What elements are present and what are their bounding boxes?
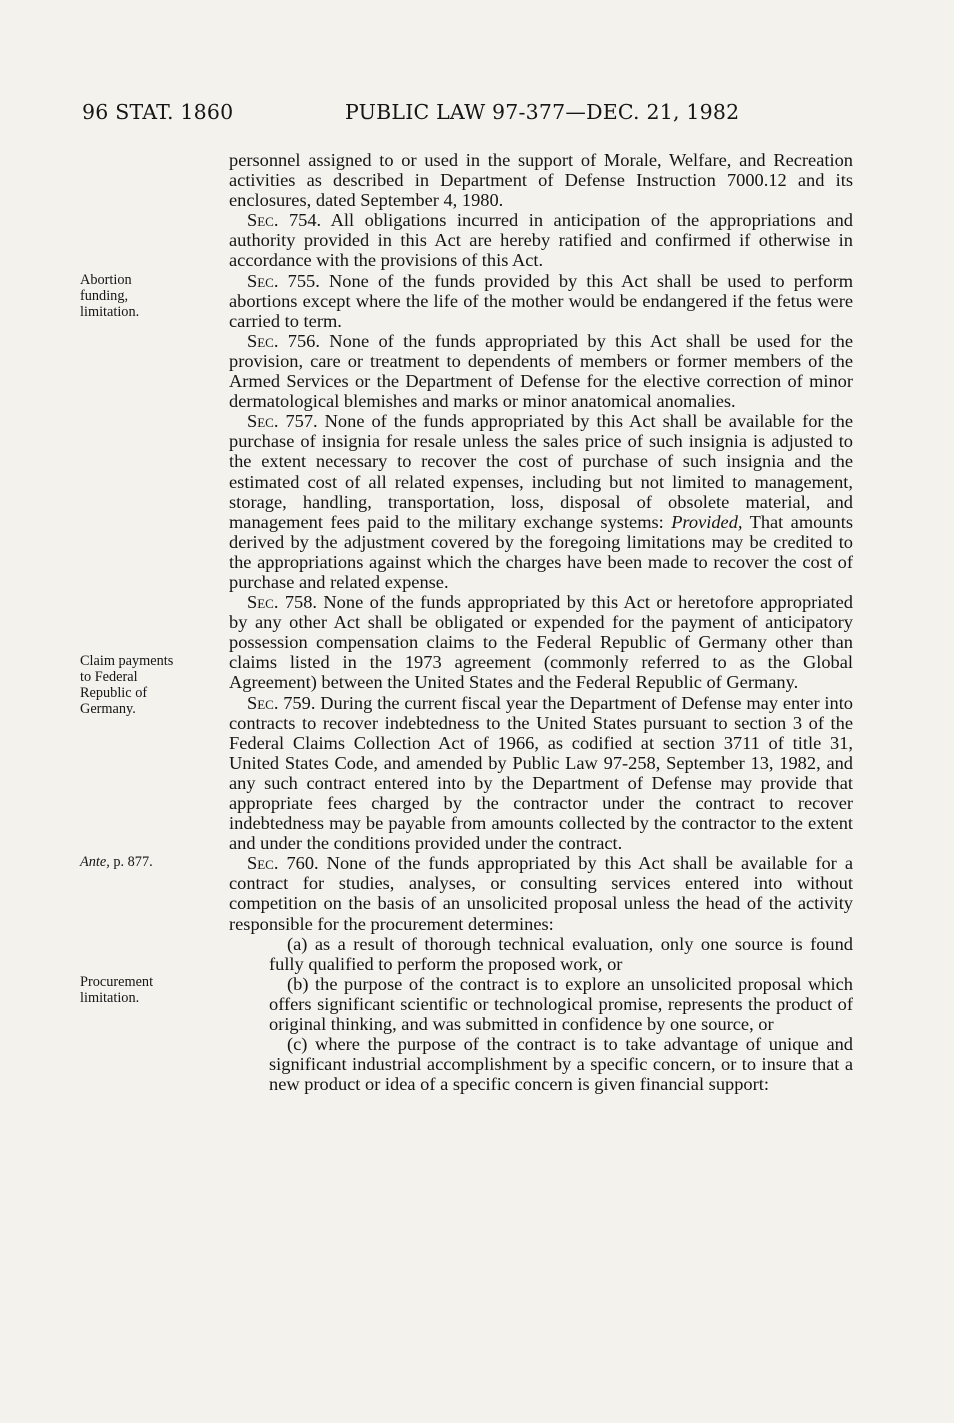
- section-756: Sec. 756. None of the funds appropriated by this Act shall be used for the provision, care or treatment to dependents of members or former members of the Armed Services or the Department of Defense for the elective correction of minor dermatological blemishes and marks or minor anatomical anomalies.: [229, 330, 854, 412]
- section-760-item-b: (b) the purpose of the contract is to explore an unsolicited proposal which offers significant scientific or technological promise, represents the product of original thinking, and was submitted in confidence by one source, or: [269, 973, 853, 1035]
- margin-note-procurement: Procurement limitation.: [80, 974, 154, 1006]
- section-758: Sec. 758. None of the funds appropriated by this Act or heretofore appropriated by any other Act shall be obligated or expended for the payment of anticipatory possession compensation claims to the Federal Republic of Germany other than claims listed in the 1973 agreement (commonly referred to as the Global Agreement) between the United States and the Federal Republic of Germany.: [229, 592, 853, 693]
- section-757: Sec. 757. None of the funds appropriated by this Act shall be available for the purchase of insignia for resale unless the sales price of such insignia is adjusted to the extent necessary to recover the cost of purchase of such insignia and the estimated cost of all related expenses, including but not limited to management, storage, handling, transportation, loss, disposal of obsolete material, and management fees paid to the military exchange systems: Provided, That amounts derived by the adjustment covered by the foregoing limitations may be credited to the appropriations against which the charges have been made to recover the cost of purchase and related expense.: [229, 411, 853, 592]
- margin-note-germany: Claim payments to Federal Republic of Germany.: [80, 653, 174, 717]
- public-law-citation: PUBLIC LAW 97-377—DEC. 21, 1982: [345, 100, 740, 124]
- section-760: Sec. 760. None of the funds appropriated by this Act shall be available for a contract for studies, analyses, or consulting services entered into without competition on the basis of an unsolicited proposal unless the head of the activity responsible for the procurement determines:: [229, 853, 854, 934]
- margin-note-ante: Ante, p. 877.: [80, 854, 153, 870]
- section-754: Sec. 754. All obligations incurred in anticipation of the appropriations and authority provided in this Act are hereby ratified and confirmed if otherwise in accordance with the provisions of this Act.: [229, 210, 853, 271]
- section-760-item-c: (c) where the purpose of the contract is to take advantage of unique and significant industrial accomplishment by a specific concern, or to insure that a new product or idea of a specific concern is given financial support:: [269, 1034, 853, 1095]
- statute-body: [229, 150, 853, 1094]
- page-header: [0, 100, 954, 134]
- section-760-item-a: (a) as a result of thorough technical evaluation, only one source is found fully qualified to perform the proposed work, or: [269, 933, 853, 974]
- margin-note-abortion: Abortion funding, limitation.: [80, 272, 140, 320]
- section-755: Sec. 755. None of the funds provided by this Act shall be used to perform abortions except where the life of the mother would be endangered if the fetus were carried to term.: [229, 270, 853, 331]
- statute-citation: 96 STAT. 1860: [82, 100, 234, 124]
- continuation-paragraph: personnel assigned to or used in the support of Morale, Welfare, and Recreation activities as described in Department of Defense Instruction 7000.12 and its enclosures, dated September 4, 1980.: [229, 150, 853, 211]
- section-759: Sec. 759. During the current fiscal year the Department of Defense may enter into contracts to recover indebtedness to the United States pursuant to section 3 of the Federal Claims Collection Act of 1966, as codified at section 3711 of title 31, United States Code, and amended by Public Law 97-258, September 13, 1982, and any such contract entered into by the Department of Defense may provide that appropriate fees charged by the contractor under the contract to recover indebtedness may be payable from amounts collected by the contractor to the extent and under the conditions provided under the contract.: [229, 692, 853, 854]
